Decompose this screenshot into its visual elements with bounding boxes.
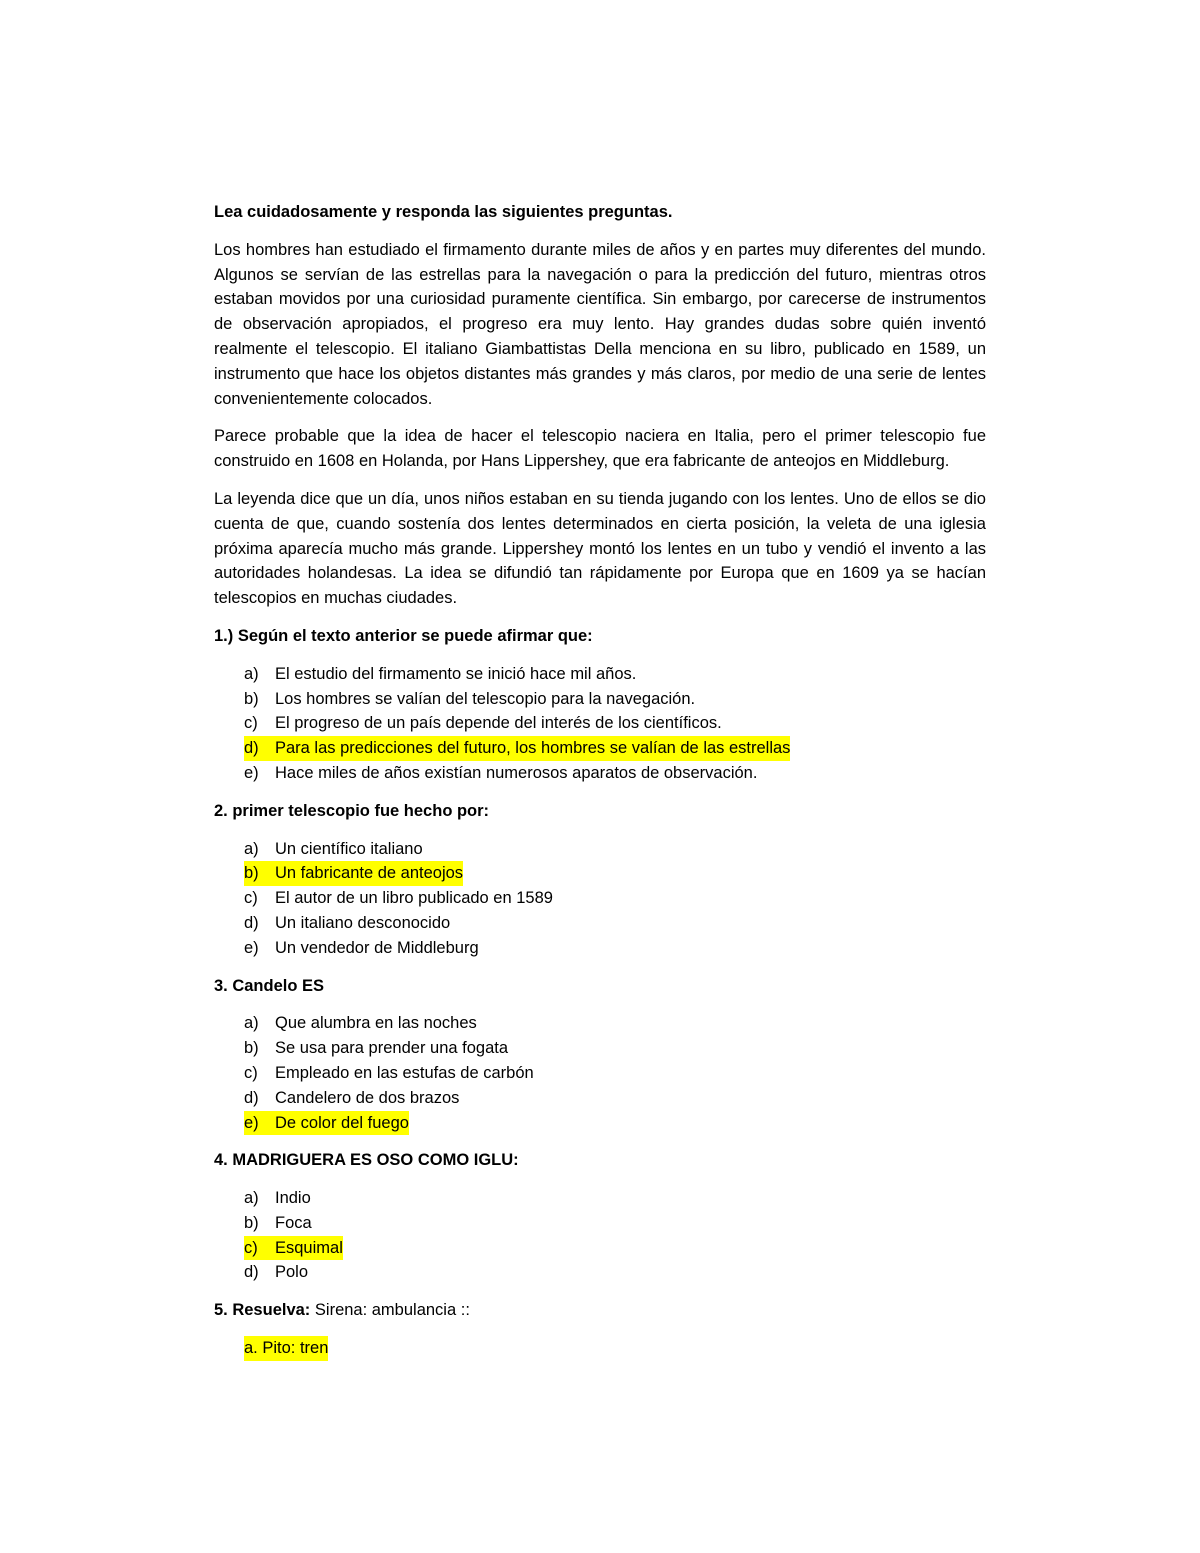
option-text: Polo (275, 1263, 309, 1282)
paragraph-2: Parece probable que la idea de hacer el telescopio naciera en Italia, pero el primer telescopio fue construido en 1608 en Holanda, por Hans Lippershey, que era fabricante de anteojos en Middleburg. (214, 427, 986, 471)
option-text: Un italiano desconocido (275, 913, 451, 932)
option-letter: d) (244, 913, 259, 932)
option-letter: c) (244, 1238, 258, 1257)
option-text: Hace miles de años existían numerosos aparatos de observación. (275, 763, 758, 782)
option-text: Un científico italiano (275, 839, 423, 858)
question-1-options (214, 662, 986, 786)
option-letter: a) (244, 1189, 259, 1208)
option-letter: e) (244, 938, 259, 957)
instructions-title: Lea cuidadosamente y responda las siguientes preguntas. (214, 203, 673, 221)
question-1: 1.) Según el texto anterior se puede afirmar que: (214, 626, 593, 645)
option-text: Un fabricante de anteojos (275, 864, 464, 883)
question-3: 3. Candelo ES (214, 976, 325, 995)
option-item (244, 886, 986, 911)
option-item (244, 687, 986, 712)
option-item (244, 1236, 986, 1261)
option-text: Que alumbra en las noches (275, 1014, 477, 1033)
option-letter: b) (244, 1213, 259, 1232)
option-letter: d) (244, 739, 259, 758)
option-item (244, 1336, 986, 1361)
document-page (214, 200, 986, 1374)
option-letter: d) (244, 1263, 259, 1282)
question-2-options (214, 837, 986, 961)
option-item (244, 911, 986, 936)
option-item (244, 711, 986, 736)
option-item (244, 936, 986, 961)
paragraph-3: La leyenda dice que un día, unos niños estaban en su tienda jugando con los lentes. Uno de ellos se dio cuenta de que, cuando sostenía dos lentes determinados en cierta posición, la veleta de una iglesia próxima aparecía mucho más grande. Lippershey montó los lentes en un tubo y vendió el invento a las autoridades holandesas. La idea se difundió tan rápidamente por Europa que en 1609 ya se hacían telescopios en muchas ciudades. (214, 489, 986, 608)
option-text: Para las predicciones del futuro, los hombres se valían de las estrellas (275, 739, 791, 758)
option-item (244, 736, 986, 761)
question-3-options (214, 1011, 986, 1135)
option-text: Esquimal (275, 1238, 343, 1257)
option-letter: b) (244, 689, 259, 708)
question-5-options (214, 1336, 986, 1361)
option-item (244, 662, 986, 687)
question-5 (214, 1298, 986, 1323)
option-letter: c) (244, 889, 258, 908)
option-item (244, 837, 986, 862)
option-text: Candelero de dos brazos (275, 1088, 460, 1107)
option-item (244, 1111, 986, 1136)
question-5-analogy: Sirena: ambulancia :: (310, 1301, 470, 1320)
option-letter: c) (244, 1063, 258, 1082)
option-text: a. Pito: tren (244, 1339, 329, 1358)
option-text: De color del fuego (275, 1113, 409, 1132)
option-letter: d) (244, 1088, 259, 1107)
question-4-options (214, 1186, 986, 1285)
paragraph-1: Los hombres han estudiado el firmamento durante miles de años y en partes muy diferentes del mundo. Algunos se servían de las estrellas para la navegación o para la predicción del futuro, mientras otros estaban movidos por una curiosidad puramente científica. Sin embargo, por carecerse de instrumentos de observación apropiados, el progreso era muy lento. Hay grandes dudas sobre quién inventó realmente el telescopio. El italiano Giambattistas Della menciona en su libro, publicado en 1589, un instrumento que hace los objetos distantes más grandes y más claros, por medio de una serie de lentes convenientemente colocados. (214, 240, 986, 408)
option-text: Foca (275, 1213, 312, 1232)
option-text: Los hombres se valían del telescopio para la navegación. (275, 689, 696, 708)
option-item (244, 1061, 986, 1086)
option-letter: e) (244, 763, 259, 782)
option-text: El autor de un libro publicado en 1589 (275, 889, 553, 908)
option-item (244, 1036, 986, 1061)
option-letter: a) (244, 1014, 259, 1033)
option-letter: a) (244, 664, 259, 683)
option-item (244, 761, 986, 786)
option-item (244, 1260, 986, 1285)
option-text: Se usa para prender una fogata (275, 1039, 509, 1058)
option-text: El estudio del firmamento se inició hace mil años. (275, 664, 637, 683)
option-item (244, 1011, 986, 1036)
option-item (244, 1086, 986, 1111)
option-item (244, 1211, 986, 1236)
option-letter: b) (244, 864, 259, 883)
option-text: Indio (275, 1189, 311, 1208)
option-text: Empleado en las estufas de carbón (275, 1063, 534, 1082)
option-letter: c) (244, 714, 258, 733)
option-letter: b) (244, 1039, 259, 1058)
option-item (244, 1186, 986, 1211)
option-item (244, 861, 986, 886)
option-text: Un vendedor de Middleburg (275, 938, 479, 957)
question-5-label: 5. Resuelva: (214, 1301, 311, 1320)
question-2: 2. primer telescopio fue hecho por: (214, 801, 490, 820)
option-letter: e) (244, 1113, 259, 1132)
option-letter: a) (244, 839, 259, 858)
option-text: El progreso de un país depende del interés de los científicos. (275, 714, 722, 733)
question-4: 4. MADRIGUERA ES OSO COMO IGLU: (214, 1151, 519, 1170)
